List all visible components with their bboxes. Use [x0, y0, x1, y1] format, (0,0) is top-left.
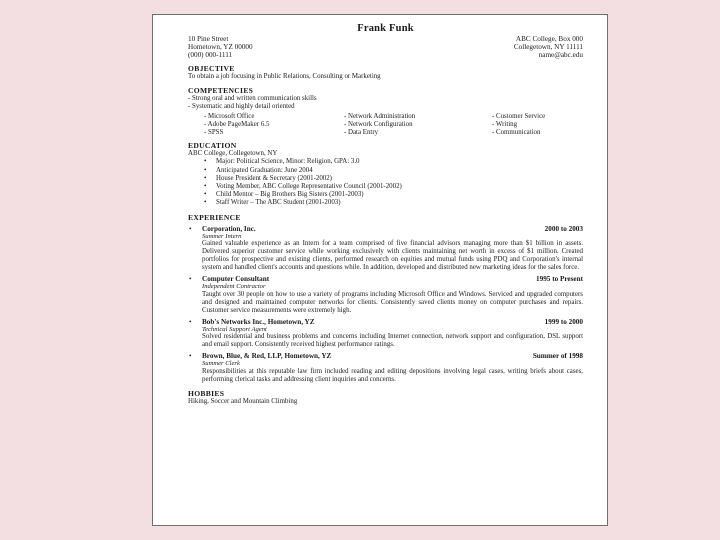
skills-column: [204, 113, 344, 137]
hobbies-text: Hiking, Soccer and Mountain Climbing: [188, 397, 298, 405]
college-box: ABC College, Box 000: [515, 35, 583, 43]
experience-heading: EXPERIENCE: [188, 212, 241, 222]
job-dates: 1999 to 2000: [544, 317, 583, 326]
skills-column: [492, 113, 545, 137]
job-company: Bob's Networks Inc., Hometown, YZ: [202, 317, 315, 326]
job-header: [188, 318, 583, 326]
education-list: [188, 158, 583, 207]
skill-item: - Communication: [492, 128, 541, 136]
job-company: Brown, Blue, & Red, LLP, Hometown, YZ: [202, 352, 332, 361]
job-role: Summer Clerk: [202, 360, 240, 368]
education-item: • Anticipated Graduation: June 2004: [216, 167, 583, 175]
job-description: Taught over 30 people on how to use a variety of programs including Microsoft Office and Windows. Serviced and upgraded computers and designed and maintained computer networks for clients. Consistently saved clients money on computer purchases and repairs. Customer service measurements were extremely high.: [202, 290, 583, 314]
job-entry: [188, 225, 583, 272]
education-heading: EDUCATION: [188, 141, 237, 151]
skill-item: - Writing: [492, 120, 518, 128]
education-item: • House President & Secretary (2001-2002): [216, 175, 583, 183]
skill-item: - Network Administration: [344, 112, 416, 120]
job-description: Solved residential and business problems and concerns including Internet connection, network support and configuration, DSL support and email support. Consistently received highest performance ratings.: [202, 333, 583, 349]
competency-line: - Strong oral and written communication skills: [188, 94, 317, 102]
skill-item: - Data Entry: [344, 128, 379, 136]
resume-page: [152, 14, 608, 526]
competencies-heading: COMPETENCIES: [188, 85, 254, 95]
home-street: 10 Pine Street: [188, 35, 229, 43]
home-city: Hometown, YZ 00000: [188, 43, 253, 51]
skill-item: - Adobe PageMaker 6.5: [204, 120, 270, 128]
job-dates: 2000 to 2003: [544, 224, 583, 233]
job-dates: Summer of 1998: [532, 352, 583, 361]
education-item: • Staff Writer – The ABC Student (2001-2003): [216, 199, 583, 207]
education-item: • Major: Political Science, Minor: Religion, GPA: 3.0: [216, 158, 583, 166]
skill-item: - Customer Service: [492, 112, 546, 120]
candidate-name: Frank Funk: [357, 23, 414, 34]
education-item: • Child Mentor – Big Brothers Big Sisters (2001-2003): [216, 191, 583, 199]
skill-item: - SPSS: [204, 128, 224, 136]
education-school: ABC College, Collegetown, NY: [188, 150, 278, 158]
competency-line: - Systematic and highly detail oriented: [188, 102, 295, 110]
job-description: Gained valuable experience as an Intern for a team comprised of five financial advisors managing more than $1 billion in assets. Delivered superior customer service while working exclusively with clients maintaining net worth in excess of $1 million. Created portfolios for prospective and existing clients, performed research on equities and mutual funds using PDQ and Corporation's internal system and handled client's accounts and questions while. In addition, developed and distributed new marketing ideas for the sales force.: [202, 240, 583, 272]
job-dates: 1995 to Present: [536, 274, 583, 283]
college-address: [514, 35, 583, 59]
skill-item: - Network Configuration: [344, 120, 413, 128]
job-company: Computer Consultant: [202, 274, 270, 283]
college-city: Collegetown, NY 11111: [513, 43, 583, 51]
job-description: Responsibilities at this reputable law firm included reading and editing depositions involving legal cases, writing briefs about cases, performing clerical tasks and addressing client inquiries and concerns.: [202, 367, 583, 383]
skill-item: - Microsoft Office: [204, 112, 255, 120]
job-header: [188, 275, 583, 283]
address-block: [188, 35, 583, 59]
job-header: [188, 352, 583, 360]
job-entry: [188, 352, 583, 384]
home-phone: (000) 000-1111: [188, 51, 233, 59]
skills-column: [344, 113, 492, 137]
objective-heading: OBJECTIVE: [188, 64, 235, 73]
job-entry: [188, 275, 583, 315]
job-role: Technical Support Agent: [202, 325, 267, 333]
objective-text: To obtain a job focusing in Public Relations, Consulting or Marketing: [188, 73, 381, 80]
job-role: Independent Contractor: [202, 283, 266, 291]
skills-grid: [188, 113, 583, 137]
resume-content: [188, 23, 583, 406]
job-role: Summer Intern: [202, 232, 242, 240]
job-company: Corporation, Inc.: [202, 224, 256, 233]
hobbies-heading: HOBBIES: [188, 388, 225, 398]
home-address: [188, 35, 253, 59]
job-entry: [188, 318, 583, 350]
education-item: • Voting Member, ABC College Representative Council (2001-2002): [216, 183, 583, 191]
job-header: [188, 225, 583, 233]
college-email: name@abc.edu: [538, 51, 583, 59]
